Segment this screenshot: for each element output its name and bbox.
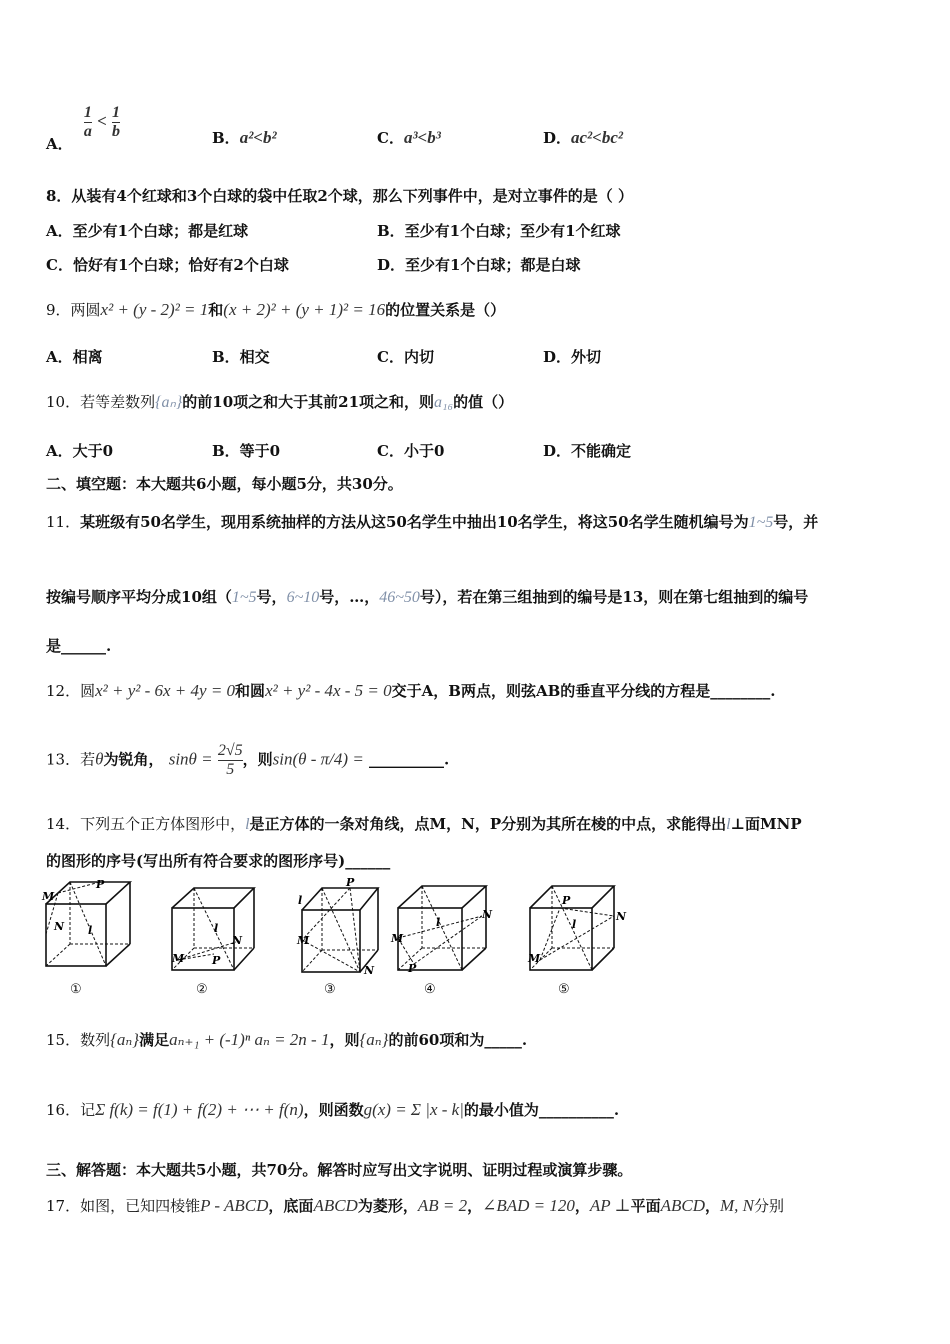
svg-text:l: l <box>298 894 303 907</box>
section-3-heading: 三、解答题：本大题共5小题，共70分。解答时应写出文字说明、证明过程或演算步骤。 <box>46 1161 633 1179</box>
q7-option-c: C．a³<b³ <box>377 128 441 147</box>
q10-option-d: D．不能确定 <box>543 442 632 460</box>
svg-text:M: M <box>297 934 310 947</box>
cube-figure-1: M P N l ① <box>42 876 138 982</box>
q10-option-c: C．小于0 <box>377 442 445 460</box>
q10-stem: 10．若等差数列{aₙ}的前10项之和大于其前21项之和，则a₁₆的值（） <box>46 393 514 411</box>
q13-fraction: $\frac{2√5}{5}$ <box>217 742 243 778</box>
svg-text:l: l <box>436 916 441 929</box>
svg-text:M: M <box>172 952 185 965</box>
q8-option-d: D．至少有1个白球；都是白球 <box>377 256 581 274</box>
q7-option-d: D．ac²<bc² <box>543 128 623 147</box>
q8-option-c: C．恰好有1个白球；恰好有2个白球 <box>46 256 289 274</box>
q12-stem: 12．圆x² + y² - 6x + 4y = 0和圆x² + y² - 4x - 5 = 0交于A，B两点，则弦AB的垂直平分线的方程是________. <box>46 681 776 700</box>
q8-option-b: B．至少有1个白球；至少有1个红球 <box>377 222 621 240</box>
svg-text:N: N <box>364 964 375 977</box>
svg-text:P: P <box>346 876 355 889</box>
q9-option-b: B．相交 <box>212 348 270 366</box>
cube-figure-2: M N P l ② <box>168 884 264 982</box>
svg-text:P: P <box>96 878 105 891</box>
q9-option-d: D．外切 <box>543 348 602 366</box>
q10-option-a: A．大于0 <box>46 442 114 460</box>
q9-option-c: C．内切 <box>377 348 434 366</box>
svg-text:l: l <box>572 918 577 931</box>
q11-line-3: 是______. <box>46 637 112 655</box>
q7-frac-b: $\frac{1}{b}$ <box>112 104 121 140</box>
q7-frac-a: $\frac{1}{a}$ <box>83 104 92 140</box>
svg-text:N: N <box>232 934 243 947</box>
q7-option-a: A． $\frac{1}{a}$ < $\frac{1}{b}$ <box>46 104 121 153</box>
q17-stem: 17．如图，已知四棱锥P - ABCD，底面ABCD为菱形，AB = 2，∠BAD = 120，AP ⊥平面ABCD，M, N分别 <box>46 1196 785 1215</box>
q7-option-b: B．a²<b² <box>212 128 277 147</box>
q14-line-1: 14．下列五个正方体图形中，l是正方体的一条对角线，点M，N，P分别为其所在棱的中点，求能得出l⊥面MNP <box>46 815 802 833</box>
q9-stem: 9．两圆x² + (y - 2)² = 1和(x + 2)² + (y + 1)² = 16的位置关系是（） <box>46 300 506 319</box>
svg-text:P: P <box>562 894 571 907</box>
section-2-heading: 二、填空题：本大题共6小题，每小题5分，共30分。 <box>46 475 403 493</box>
svg-text:M: M <box>391 932 404 945</box>
cube-figure-5: P N M l ⑤ <box>526 884 626 982</box>
q9-option-a: A．相离 <box>46 348 103 366</box>
cube-figure-4: M N P l ④ <box>394 884 494 982</box>
q8-stem: 8．从装有4个红球和3个白球的袋中任取2个球，那么下列事件中，是对立事件的是（ ） <box>46 187 633 205</box>
q11-line-2: 按编号顺序平均分成10组（1~5号，6~10号，…，46~50号），若在第三组抽到的编号是13，则在第七组抽到的编号 <box>46 588 809 606</box>
cube-figure-3: P l M N ③ <box>298 878 384 982</box>
svg-text:M: M <box>42 890 55 903</box>
svg-text:P: P <box>408 962 417 975</box>
svg-text:M: M <box>528 952 541 965</box>
q8-option-a: A．至少有1个白球；都是红球 <box>46 222 249 240</box>
q14-line-2: 的图形的序号(写出所有符合要求的图形序号)______ <box>46 852 391 870</box>
q15-stem: 15．数列{aₙ}满足aₙ₊₁ + (-1)ⁿ aₙ = 2n - 1，则{aₙ}的前60项和为_____. <box>46 1030 528 1049</box>
q16-stem: 16．记Σ f(k) = f(1) + f(2) + ⋯ + f(n)，则函数g(x) = Σ |x - k|的最小值为__________. <box>46 1100 620 1119</box>
svg-text:l: l <box>88 924 93 937</box>
q11-line-1: 11．某班级有50名学生，现用系统抽样的方法从这50名学生中抽出10名学生，将这50名学生随机编号为1~5号，并 <box>46 513 819 531</box>
q10-option-b: B．等于0 <box>212 442 281 460</box>
svg-text:N: N <box>54 920 65 933</box>
q11-text-1: 某班级有50名学生，现用系统抽样的方法从这50名学生中抽出10名学生，将这50名学生随机编号为 <box>80 513 749 531</box>
q13-stem: 13．若θ为锐角， sinθ = $\frac{2√5}{5}$ ，则sin(θ - π/4) = __________. <box>46 742 450 778</box>
svg-text:N: N <box>482 908 493 921</box>
svg-text:l: l <box>214 922 219 935</box>
svg-text:N: N <box>616 910 627 923</box>
svg-text:P: P <box>212 954 221 967</box>
